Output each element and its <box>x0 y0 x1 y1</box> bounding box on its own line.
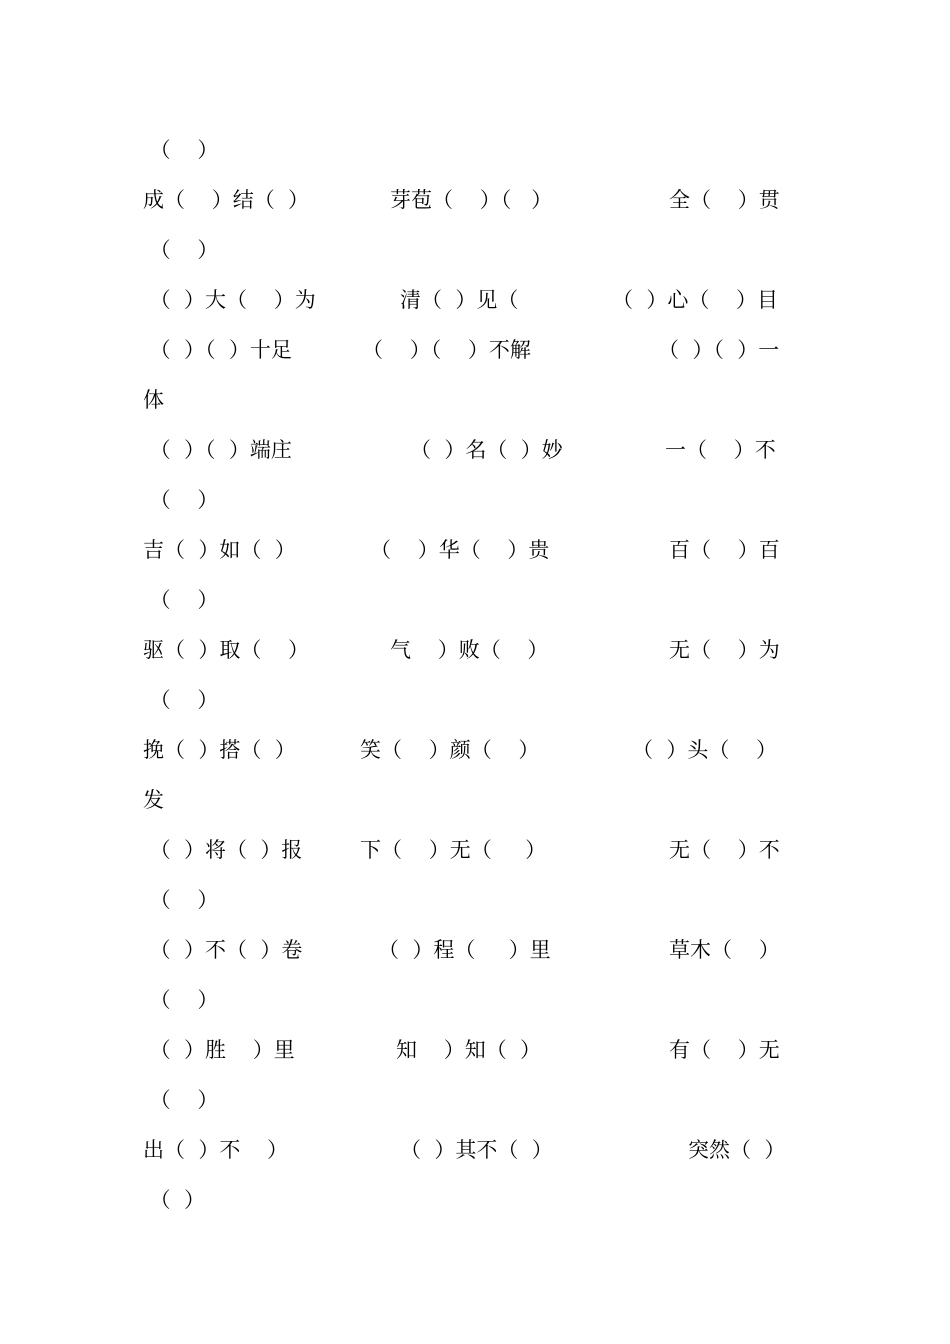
idiom-blank-text: （ ） <box>143 688 219 712</box>
idiom-blank-text: （ ） <box>143 1188 206 1212</box>
idiom-blank-text: 无（ ）不 <box>669 838 780 862</box>
idiom-blank-text: （ ）不（ ）卷 <box>143 938 303 962</box>
idiom-blank-text: 草木（ ） <box>669 938 780 962</box>
idiom-blank-text: （ ） <box>143 988 219 1012</box>
idiom-blank-text: 下（ ）无（ ） <box>360 838 547 862</box>
idiom-blank-text: （ ）心（ ）目 <box>612 288 779 312</box>
idiom-blank-text: 有（ ）无 <box>669 1038 780 1062</box>
idiom-blank-text: （ ）（ ）十足 <box>143 338 292 362</box>
idiom-blank-text: 一（ ）不 <box>665 438 776 462</box>
idiom-blank-text: （ ） <box>143 238 219 262</box>
idiom-blank-text: 清（ ）见（ <box>400 288 519 312</box>
idiom-blank-text: （ ） <box>143 588 219 612</box>
idiom-blank-text: （ ） <box>143 1088 219 1112</box>
idiom-blank-text: （ ）（ ）端庄 <box>143 438 292 462</box>
idiom-blank-text: （ ） <box>143 488 219 512</box>
idiom-blank-text: 笑（ ）颜（ ） <box>360 738 540 762</box>
idiom-blank-text: 气 ）败（ ） <box>390 638 549 662</box>
idiom-blank-text: （ ）将（ ）报 <box>143 838 303 862</box>
idiom-blank-text: 挽（ ）搭（ ） <box>143 738 296 762</box>
idiom-blank-text: （ ）头（ ） <box>632 738 778 762</box>
idiom-blank-text: 百（ ）百 <box>669 538 780 562</box>
idiom-blank-text: 体 <box>143 388 164 412</box>
idiom-blank-text: （ ）（ ）不解 <box>362 338 531 362</box>
idiom-blank-text: 知 ）知（ ） <box>396 1038 542 1062</box>
idiom-blank-text: （ ）名（ ）妙 <box>410 438 563 462</box>
idiom-blank-text: （ ）（ ）一 <box>658 338 780 362</box>
idiom-blank-text: 成（ ）结（ ） <box>143 188 310 212</box>
idiom-blank-text: 芽苞（ ）（ ） <box>390 188 553 212</box>
idiom-blank-text: 出（ ）不 ） <box>143 1138 289 1162</box>
idiom-blank-text: 无（ ）为 <box>669 638 780 662</box>
idiom-blank-text: （ ）程（ ）里 <box>378 938 551 962</box>
idiom-blank-text: （ ）华（ ）贵 <box>370 538 550 562</box>
idiom-blank-text: （ ）胜 ）里 <box>143 1038 295 1062</box>
idiom-blank-text: （ ） <box>143 888 219 912</box>
idiom-blank-text: （ ）其不（ ） <box>400 1138 553 1162</box>
idiom-blank-text: 驱（ ）取（ ） <box>143 638 310 662</box>
idiom-blank-text: 突然（ ） <box>688 1138 786 1162</box>
idiom-blank-text: 吉（ ）如（ ） <box>143 538 296 562</box>
idiom-blank-text: 发 <box>143 788 164 812</box>
idiom-blank-text: （ ）大（ ）为 <box>143 288 316 312</box>
idiom-blank-text: （ ） <box>143 138 219 162</box>
idiom-blank-text: 全（ ）贯 <box>669 188 780 212</box>
